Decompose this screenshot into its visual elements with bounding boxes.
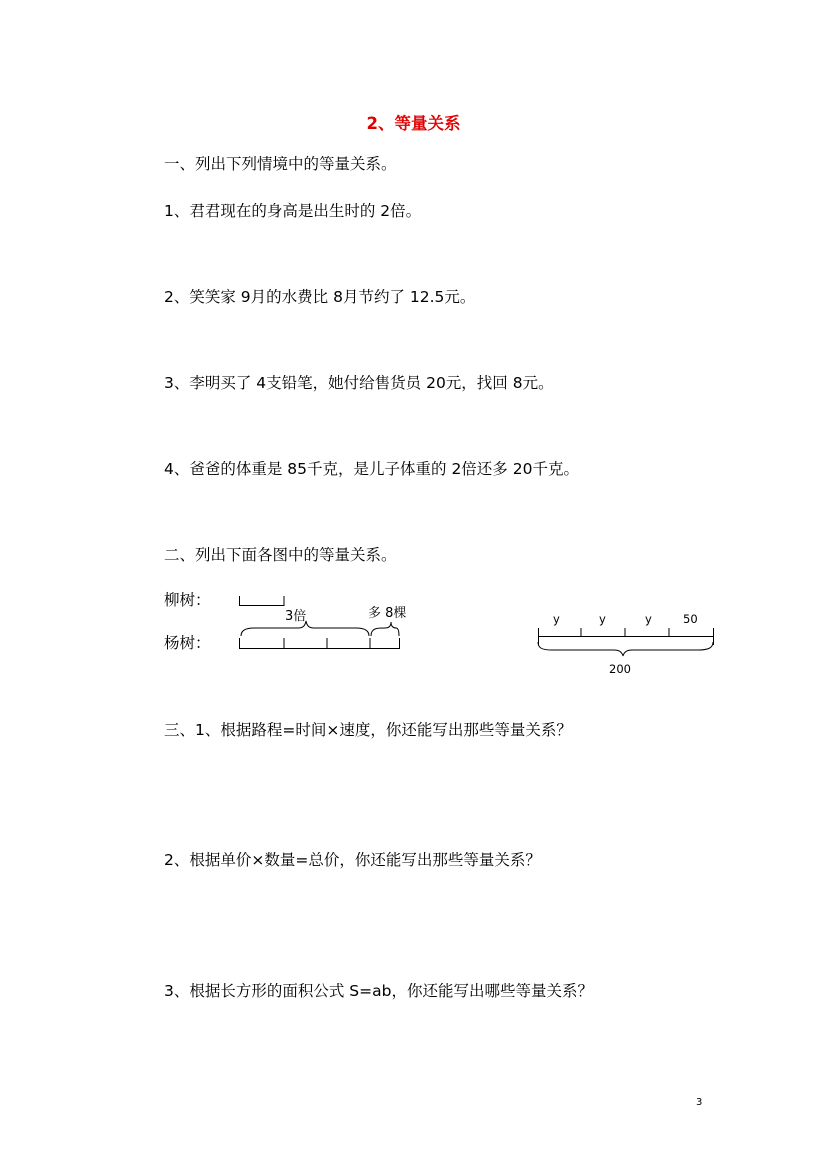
willow-label: 柳树：	[164, 591, 211, 609]
poplar-label: 杨树：	[164, 634, 211, 652]
question-4: 4、爸爸的体重是 85千克，是儿子体重的 2倍还多 20千克。	[164, 460, 579, 478]
segment-y-2: y	[599, 612, 606, 626]
segment-y-3: y	[645, 612, 652, 626]
segment-y-1: y	[553, 612, 560, 626]
section2-heading: 二、列出下面各图中的等量关系。	[164, 546, 397, 564]
three-times-label: 3倍	[285, 609, 307, 624]
page-number: 3	[696, 1097, 703, 1108]
section3-question-2: 2、根据单价×数量=总价，你还能写出那些等量关系？	[164, 851, 541, 869]
segment-50: 50	[683, 612, 698, 626]
extra-eight-label: 多 8棵	[368, 606, 407, 621]
question-3: 3、李明买了 4支铅笔，她付给售货员 20元，找回 8元。	[164, 374, 554, 392]
section1-heading: 一、列出下列情境中的等量关系。	[164, 155, 397, 173]
total-brace	[538, 642, 713, 656]
question-1: 1、君君现在的身高是出生时的 2倍。	[164, 202, 422, 220]
page-title: 2、等量关系	[366, 114, 461, 133]
question-2: 2、笑笑家 9月的水费比 8月节约了 12.5元。	[164, 288, 476, 306]
total-200: 200	[609, 662, 631, 676]
section3-question-1: 三、1、根据路程=时间×速度，你还能写出那些等量关系？	[164, 721, 572, 739]
section3-question-3: 3、根据长方形的面积公式 S=ab，你还能写出哪些等量关系？	[164, 982, 593, 1000]
